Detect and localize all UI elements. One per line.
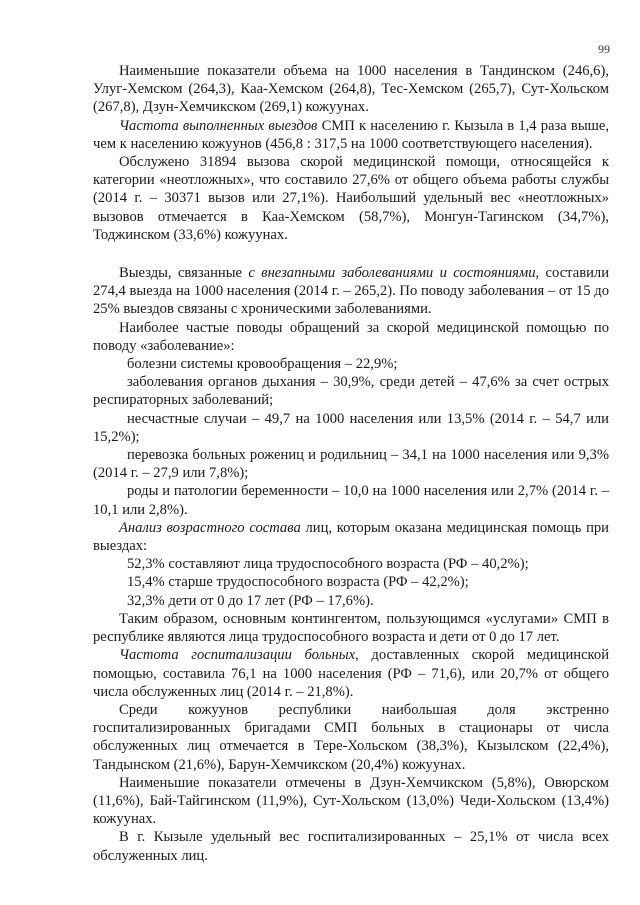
body-text [93,62,609,865]
list-item [93,373,609,409]
list-item [93,555,609,573]
paragraph [93,264,609,319]
text-run: болезни системы кровообращения – 22,9%; [127,356,398,373]
list-item [93,355,609,373]
page-number: 99 [598,42,610,56]
text-run: В г. Кызыле удельный вес госпитализированных – 25,1% от числа всех обслуженных лиц. [93,829,609,864]
paragraph [93,62,609,117]
emphasis-text: Частота выполненных выездов [119,117,318,134]
paragraph [93,828,609,864]
list-item [93,446,609,482]
text-run: , доставленных скорой медицинской помощью, составила 76,1 на 1000 населения (РФ – 71,6), или 20,7% от общего числа обслуженных лиц (2014 г. – 21,8%). [93,647,610,700]
text-run: 15,4% старше трудоспособного возраста (РФ – 42,2%); [127,574,469,591]
list-item [93,410,609,446]
text-run: несчастные случаи – 49,7 на 1000 населения или 13,5% (2014 г. – 54,7 или 15,2%); [93,410,609,445]
text-run: Наиболее частые поводы обращений за скорой медицинской помощью по поводу «заболевание»: [93,319,609,354]
emphasis-text: Частота госпитализации больных [119,647,356,664]
paragraph [93,646,609,701]
paragraph [93,701,609,774]
text-run: Таким образом, основным контингентом, пользующимся «услугами» СМП в республике являются лица трудоспособного возраста и дети от 0 до 17 лет. [93,610,609,646]
text-run: Наименьшие показатели отмечены в Дзун-Хемчикском (5,8%), Овюрском (11,6%), Бай-Тайгинском (11,9%), Сут-Хольском (13,0%) Чеди-Хольском (13,4%) кожуунах. [93,774,609,828]
emphasis-text: с внезапными заболеваниями и состояниями [248,265,536,282]
list-item [93,592,609,610]
text-run: перевозка больных рожениц и родильниц – 34,1 на 1000 населения или 9,3% (2014 г. – 27,9 или 7,8%); [93,447,609,482]
paragraph [93,319,609,355]
paragraph [93,153,609,244]
text-run: 52,3% составляют лица трудоспособного возраста (РФ – 40,2%); [127,556,529,573]
paragraph [93,610,609,646]
list-item [93,573,609,591]
paragraph [93,117,609,153]
text-run: , составили 274,4 выезда на 1000 населения (2014 г. – 265,2). По поводу заболевания – от 15 до 25% выездов связаны с хроническими заболеваниями. [93,265,609,318]
paragraph-gap [93,244,609,264]
text-run: Выезды, связанные [119,265,249,282]
text-run: Наименьшие показатели объема на 1000 населения в Тандинском (246,6), Улуг-Хемском (264,3), Каа-Хемском (264,8), Тес-Хемском (265,7), Сут-Хольском (267,8), Дзун-Хемчикском (269,1) кожуунах. [93,63,609,116]
text-run: Обслужено 31894 вызова скорой медицинской помощи, относящейся к категории «неотложных», что составило 27,6% от общего объема работы службы (2014 г. – 30371 вызов или 27,1%). Наибольший удельный вес «неотложных» вызовов отмечается в Каа-Хемском (58,7%), Монгун-Тагинском (34,7%), Тоджинском (33,6%) кожуунах. [93,154,609,243]
text-run: СМП к населению г. Кызыла в 1,4 раза выше, чем к населению кожуунов (456,8 : 317,5 на 1000 соответствующего населения). [93,117,609,152]
text-run: Среди кожуунов республики наибольшая доля экстренно госпитализированных бригадами СМП больных в стационары от числа обслуженных лиц отмечается в Тере-Хольском (38,3%), Кызылском (22,4%), Тандынском (21,6%), Барун-Хемчикском (20,4%) кожуунах. [93,701,609,773]
text-run: заболевания органов дыхания – 30,9%, среди детей – 47,6% за счет острых респираторных заболеваний; [93,374,609,409]
text-run: роды и патологии беременности – 10,0 на 1000 населения или 2,7% (2014 г. – 10,1 или 2,8%). [93,483,609,518]
paragraph [93,519,609,555]
paragraph [93,774,609,829]
emphasis-text: Анализ возрастного состава [119,519,301,536]
text-run: 32,3% дети от 0 до 17 лет (РФ – 17,6%). [127,592,374,609]
text-run: лиц, которым оказана медицинская помощь при выездах: [93,519,609,555]
list-item [93,482,609,518]
